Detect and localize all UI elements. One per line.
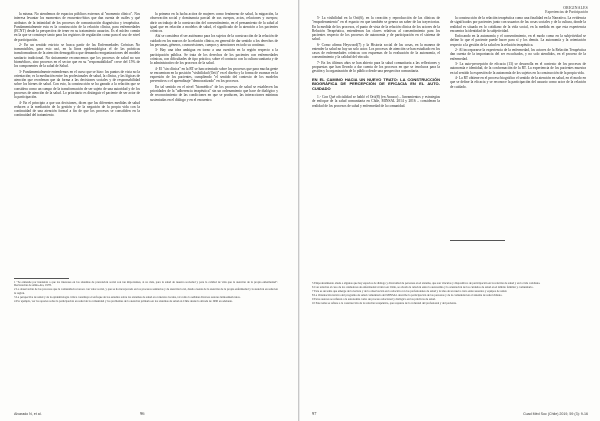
running-header <box>545 6 588 15</box>
paragraph: 2- Al incorporarse la experiencia de la enfermedad, los actores de la Relación Terapéutica dan cuenta de la importancia del ser escuchados, y no solo atendidos, en el proceso de la enfermedad. <box>450 48 586 61</box>
left-column-1 <box>14 12 140 272</box>
footnote: 4 Por ejemplo, ver los aportes sobre la participación en salud de la comunidad y los problemas de la atención primaria en los sistemas de salud en Chile desde la década de 1990 en adelante. <box>14 298 233 303</box>
footnote: 6 Con relación al caso de los cuidadores de enfermedad crónica en Chile, se aborda la relación entre la autonomía y la orientación de los cuidados de salud en el ámbito familiar y comunitario. <box>312 284 534 289</box>
paragraph: 1.- Con Qué oficialidad se habló el Orti(8) (en Arauco) – lineamientos y estrategias de enfoque de la salud comunitaria en Chile, MINSAL 2014 y 2016 – consideran la realidad de los procesos de salud y enfermedad de la comunidad. <box>312 95 440 108</box>
paragraph: 3- Hay una idea ambigua en torno a una cuestión en la región respecto a la participación pública. Se trata de los derechos de los pacientes con enfermedades crónicas, con dificultades de tipo práctico, sobre el contacto con la cultura sanitaria y de lo administrativo de los procesos de la salud. <box>150 48 278 66</box>
paragraph: Enfocando en la autonomía y el consentimiento, en el modo como en la subjetividad se define lo que el paciente puede hacer para sí y los demás. La autonomía y la orientación respecto a la gestión de la salud en la relación terapéutica. <box>450 34 586 47</box>
paragraph: 7- En los últimos años se han abierto para la salud comunitaria a las reflexiones y propuestas que han llevado a dar cuenta de los procesos en que se involucra para la gestión y la organización de lo público desde una perspectiva comunitaria. <box>312 60 440 74</box>
footnote: 5 Empoderamiento alude a algunas que hay espacios de diálogo y diversidad de personas en el sistema, que son vínculos y dispositivos de participación en la relación de salud y en la vida cotidiana. <box>312 282 541 285</box>
footer-citation: Cuad Méd Soc (Chile) 2019, 59 (3): 9-16 <box>523 412 588 416</box>
paragraph: 4- El "sin clínica" en la RT se han orientado sobre los procesos que para mucha gente se encuentran en la posición "visibilidad (Orti)" en el diseño y la forma de avanzar en la expresión de los pacientes, cumpliendo "el sentido del contexto de los modelos preventivos o el aprendizaje "democratizado" en los procesos. <box>150 66 278 84</box>
paragraph: 4- En el principio a que sus decisiones, dicen que las diferentes medidas de salud reducen a la mediación de la gestión y de la negación de la propia vida con la continuidad de una atención formal a fin de que los procesos se consoliden en la continuidad del tratamiento. <box>14 100 140 118</box>
paragraph: 3- Fundamentalmente entendemos en el curso que se hizo: los puntos de vista no la orientación; es la mediación entre los profesionales de salud, la clínica, y las lógicas de atención que reordenan que da forma a las decisiones sociales y de responsabilidad sobre los bienes de salud. Con esto, la construcción se ha ganado a la relación que se considera como un campo de la transformación de ser sujeto de una autoridad y de los procesos de atención de la salud. Lo prioritario es distinguir el paciente de ser actor de la participación. <box>14 69 140 100</box>
footnote-rule <box>14 278 69 279</box>
paragraph: la misma. No atendemos de espacios públicos externos al "momento clínico". Nos interesa levantar los momentos de encuentro-hitos que dan cuenta de cuáles y qué atributos de la intimidad de los procesos de comunicación diagnóstica y terapéutica. Fundamentalmente esta es la construcción de la relación clínica, para enfermedades (ECNT) desde la perspectiva de tener en su tratamiento usuarios. Es el núcleo común en la que se construye tanto para los registros de regulación como para el uso de nivel de participación. <box>14 12 140 42</box>
footnote: 7 Este es un tema que emerge de la lectura y de la observación en la relación con los profesionales de salud y la idea de un nuevo trato entre usuarios y equipos de salud. <box>312 288 508 293</box>
footnote-rule <box>450 240 505 241</box>
right-footnotes <box>312 282 586 400</box>
paragraph: 6- Como afirma Heywood(7) y la Historia social de las cosas, en la manera de entender la salud no hay un solo actor. Los procesos de atención se han estudiado en los casos de enfermedades crónicas con esquemas de la evaluación de la autonomía, el consentimiento y la calidad del vínculo. <box>312 42 440 60</box>
right-column-2 <box>450 16 586 236</box>
paragraph: 2- En un sentido estricto se busca partir de las Enfermedades Crónicas No transmisibles, para esto usó, en la línea epidemiológica el de las prácticas transformadoras de la atención demográfica que demanda reorganizaciones del modelo sanitario tradicional. No únicamente reconocemos que los procesos de salud no son biomédicos, sino procesos en el sector que en su "responsabilidad" crece del 15% de los componentes de la salud de Salud. <box>14 42 140 69</box>
paragraph: 4- La RT obtiene en el proceso biográfico el sentido de la atención en salud, en el modo en que se define la eficacia y se reconoce la participación del usuario como actor de la relación de cuidado. <box>450 76 586 89</box>
left-column-2 <box>150 12 278 272</box>
page-number: 96 <box>140 411 145 416</box>
left-footnotes <box>14 281 278 401</box>
footnote: 10 Este tema se refiere a la construcción de la relación terapéutica, que requiere de la voluntad del profesional y del paciente. <box>312 300 457 305</box>
footnote: 9 Estos autores se refieren a la autonomía como un proceso relacional y dialógico en las prácticas de salud. <box>312 296 436 301</box>
footnote: 2 La observación de los procesos que la comunidad reconoce con valor social, y que se ha incorporado en los procesos sanitarios y de atención local, dando cuenta de la atención de la propia enfermedad y la atención en salud en la región. <box>14 287 278 295</box>
footnote: 3 La perspectiva de salud y de la epidemiología crítica constituye el enfoque de los estudios sobre los sistemas de salud en contextos locales, tal como lo señalan diversos autores latinoamericanos. <box>14 294 241 299</box>
section-subheading: EN EL CAMINO HACIA UN NUEVO TRATO: LA CONSTRUCCIÓN BIOGRÁFICA DE PERCEPCIÓN DE EFICACIA EN EL AUTO-CUIDADO <box>312 76 440 92</box>
left-page <box>0 0 299 421</box>
footnote: 1 "Se entiende por intensión a que los intereses en los sistemas de prevención social son tan importantes, si no más, para la salud de nuestra sociedad y para la calidad de vida que la atención de la propia enfermedad". Declaración de Alma-Ata, 1978. <box>14 281 278 288</box>
paragraph: Ahí se considera el ser autónomo para los sujetos de la construcción de la relación de cuidado en los marcos de la relación clínica, en general de dar sentido a los derechos de las personas, géneros, cosmovisiones, cuerpos y atenciones en todo su continuo. <box>150 34 278 47</box>
paragraph: la construcción de la relación terapéutica como una finalidad en la Narrativa. La evidencia de significados por pacientes junto con usuarios de las cosas sociales y de la cultura, donde la realidad es situada en lo cotidiano de la vida social, en la medida en que esta experiencia encuentra la identidad de la subjetividad. <box>450 16 586 33</box>
page-number: 97 <box>312 411 317 416</box>
right-page <box>300 0 600 421</box>
paragraph: En tal sentido en el nivel "biomédico" de los procesos de salud se establecen las prioridades de la "adherencia terapéutica" sin un ordenamiento que hace de dialógico y de reconocimiento de las condiciones en que se producen, las interacciones mínimas sustentadas en el diálogo y en el encuentro. <box>150 84 278 102</box>
footnote: 8 La Orientación técnica del programa de salud comunitaria del MINSAL describe la participación de las personas y de la comunidad en el sistema de salud chileno. <box>312 292 503 297</box>
paragraph: 3- La auto-percepción de eficacia (13) se desarrolla en el contexto de los procesos de autonomía e identidad, de la conformación de la RT. La experiencia de los pacientes muestra en tal sentido la expresión de la autonomía de los sujetos en la construcción de la propia vida. <box>450 62 586 75</box>
paragraph: la primera en la lucha activa de mujeres como fenómeno de salud, la migración, la observación social y dominancia parcial de sus cuerpos, actos, relaciones y cuerpos; abrir un trabajo de la construcción del consentimiento, en el pensamiento de la salud al igual que en relación a modelos de salud, el significado de la atención a los pacientes crónicos. <box>150 12 278 33</box>
running-title: Experiencias de Participación <box>545 10 588 15</box>
right-column-1 <box>312 16 440 278</box>
paragraph: 5- La visibilidad en la Orti(6), en la creación y reproducción de las clínicas de "empoderamiento" en el espacio en que también se genera un saber de las trayectorias. En la medida de los procesos, el punto de vista de la relación clínica de los actores de la Relación Terapéutica, entendemos las claves relativas al consentimiento para los pacientes respecto de los procesos de autonomía y de participación en el sistema de salud. <box>312 16 440 42</box>
section-label: ORIGINALES <box>563 6 588 10</box>
footer-citation: Alvarado N, et al. <box>14 412 42 416</box>
